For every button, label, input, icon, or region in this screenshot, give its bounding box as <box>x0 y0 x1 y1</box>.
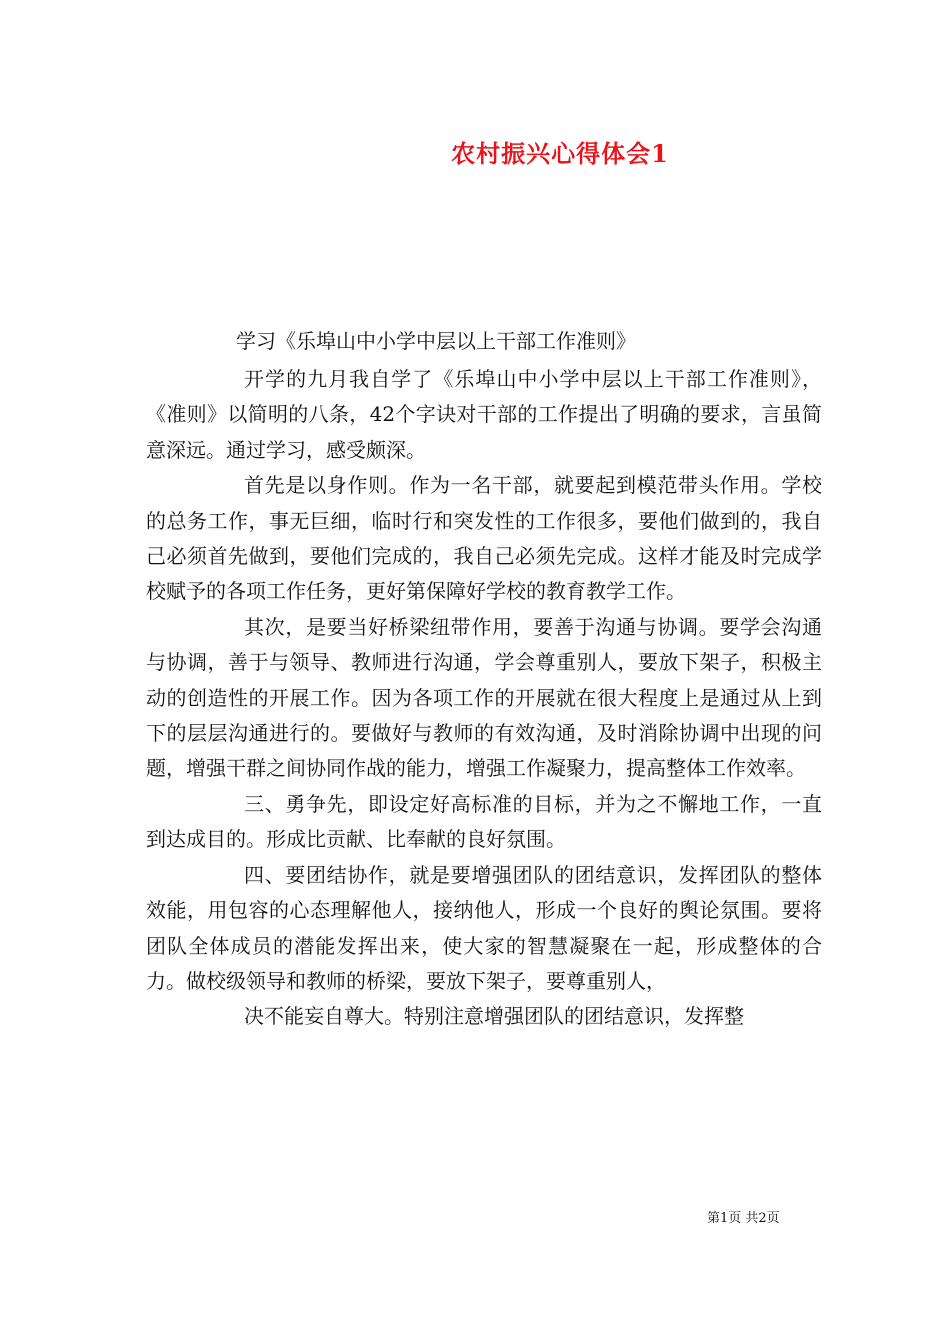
paragraph-1: 开学的九月我自学了《乐埠山中小学中层以上干部工作准则》，《准则》以简明的八条，42个字诀对干部的工作提出了明确的要求，言虽简意深远。通过学习，感受颇深。 <box>146 367 822 462</box>
document-subtitle: 学习《乐埠山中小学中层以上干部工作准则》 <box>236 329 636 353</box>
paragraph-3: 其次，是要当好桥梁纽带作用，要善于沟通与协调。要学会沟通与协调，善于与领导、教师进行沟通，学会尊重别人，要放下架子，积极主动的创造性的开展工作。因为各项工作的开展就在很大程度上是通过从上到下的层层沟通进行的。要做好与教师的有效沟通，及时消除协调中出现的问题，增强干群之间协同作战的能力，增强工作凝聚力，提高整体工作效率。 <box>146 614 822 781</box>
paragraph-4: 三、勇争先，即设定好高标准的目标，并为之不懈地工作，一直到达成目的。形成比贡献、比奉献的良好氛围。 <box>146 791 822 852</box>
paragraph-6: 决不能妄自尊大。特别注意增强团队的团结意识，发挥整 <box>244 1004 744 1029</box>
document-body <box>146 362 822 1035</box>
document-title: 农村振兴心得体会1 <box>451 139 669 168</box>
paragraph-5: 四、要团结协作，就是要增强团队的团结意识，发挥团队的整体效能，用包容的心态理解他人，接纳他人，形成一个良好的舆论氛围。要将团队全体成员的潜能发挥出来，使大家的智慧凝聚在一起，形成整体的合力。做校级领导和教师的桥梁，要放下架子，要尊重别人， <box>146 862 822 993</box>
page-number-footer: 第1页 共2页 <box>707 1211 780 1226</box>
paragraph-2: 首先是以身作则。作为一名干部，就要起到模范带头作用。学校的总务工作，事无巨细，临时行和突发性的工作很多，要他们做到的，我自己必须首先做到，要他们完成的，我自己必须先完成。这样才能及时完成学校赋予的各项工作任务，更好第保障好学校的教育教学工作。 <box>146 473 822 604</box>
